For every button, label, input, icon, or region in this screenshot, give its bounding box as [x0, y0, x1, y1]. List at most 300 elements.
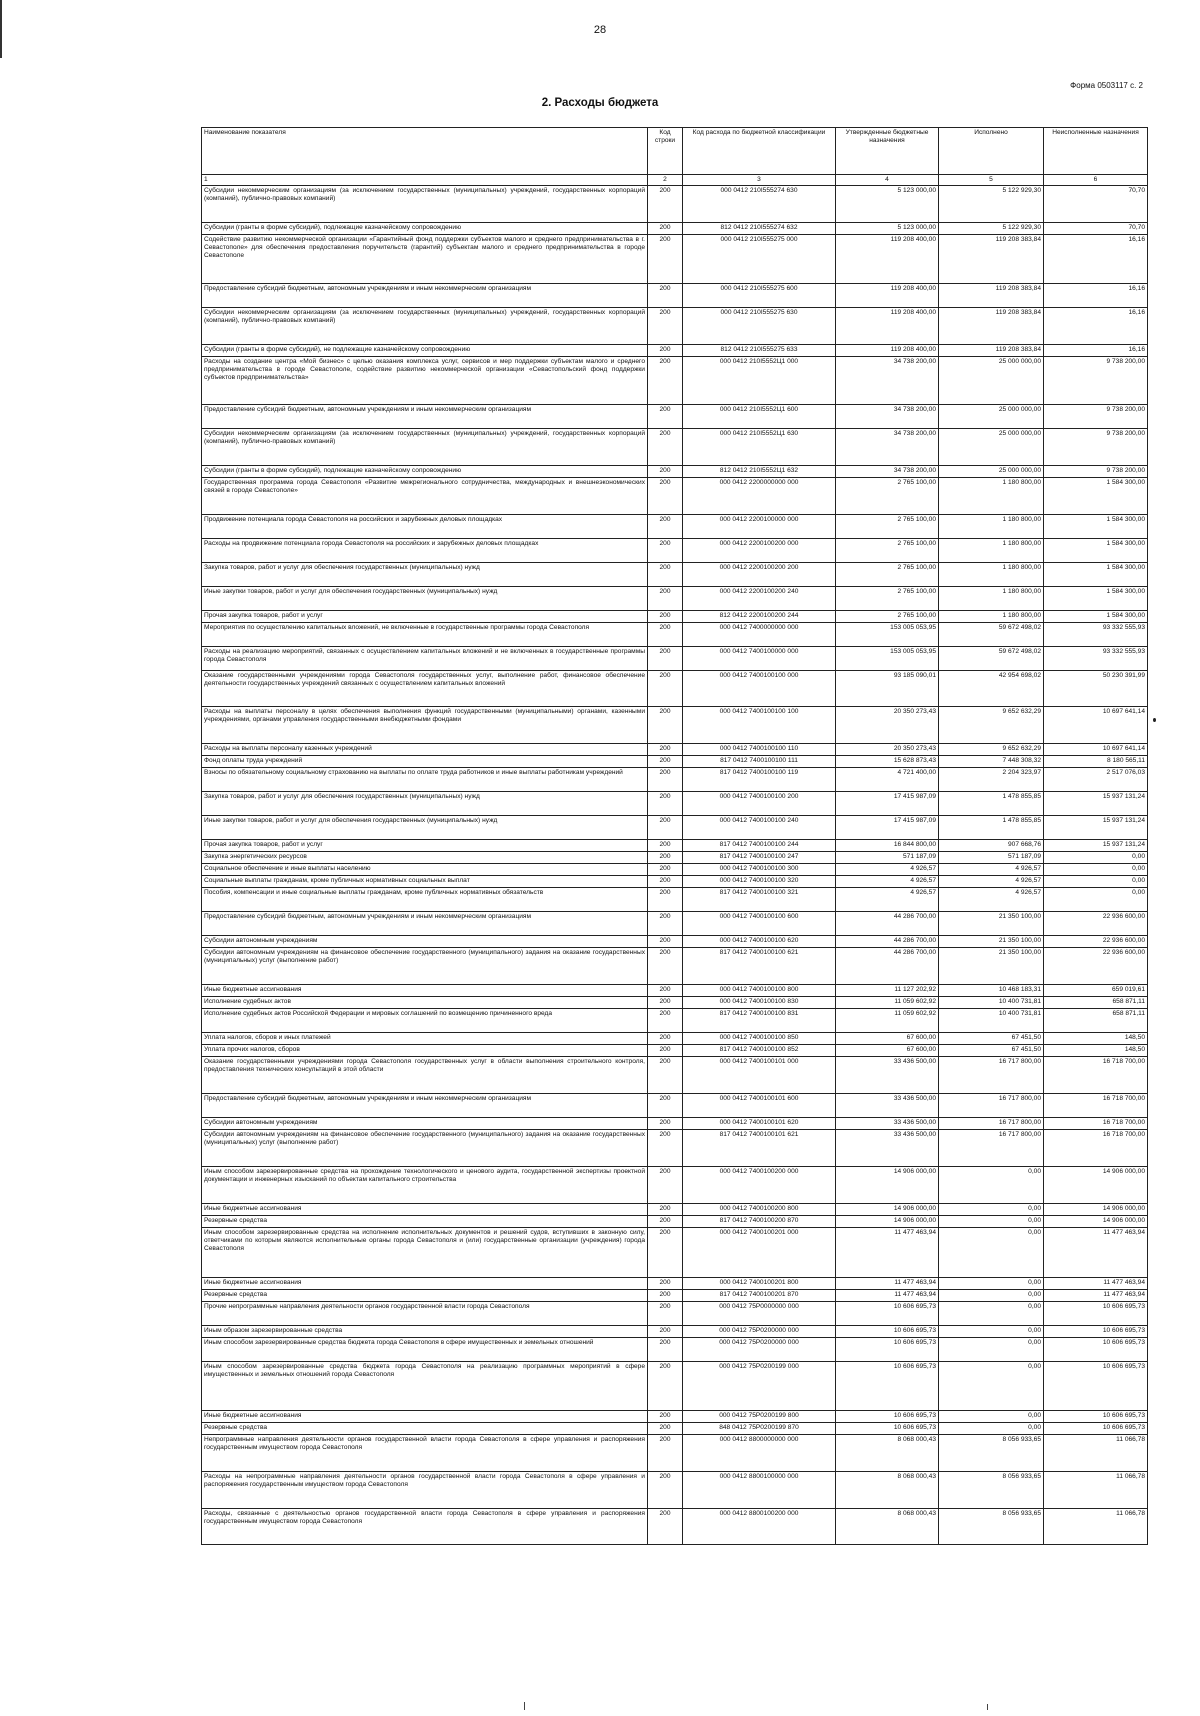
- row-remaining-amount: 16,16: [1044, 308, 1148, 345]
- row-line-code: 200: [648, 308, 683, 345]
- table-row: [202, 1290, 1148, 1302]
- row-name: Субсидии автономным учреждениям: [202, 936, 648, 948]
- row-executed-amount: 0,00: [939, 1326, 1044, 1338]
- row-line-code: 200: [648, 985, 683, 997]
- row-classification-code: 817 0412 7400100100 852: [683, 1045, 836, 1057]
- row-approved-amount: 67 600,00: [836, 1033, 939, 1045]
- table-header-row: [202, 128, 1148, 175]
- row-name: Субсидии (гранты в форме субсидий), подлежащие казначейскому сопровождению: [202, 466, 648, 478]
- row-approved-amount: 2 765 100,00: [836, 563, 939, 587]
- row-name: Предоставление субсидий бюджетным, автономным учреждениям и иным некоммерческим организациям: [202, 1094, 648, 1118]
- row-executed-amount: 8 056 933,65: [939, 1435, 1044, 1472]
- row-classification-code: 000 0412 7400100100 200: [683, 792, 836, 816]
- row-name: Предоставление субсидий бюджетным, автономным учреждениям и иным некоммерческим организациям: [202, 405, 648, 429]
- row-line-code: 200: [648, 1130, 683, 1167]
- row-executed-amount: 10 400 731,81: [939, 1009, 1044, 1033]
- row-executed-amount: 1 478 855,85: [939, 792, 1044, 816]
- row-approved-amount: 2 765 100,00: [836, 539, 939, 563]
- row-remaining-amount: 16,16: [1044, 345, 1148, 357]
- table-row: [202, 948, 1148, 985]
- row-line-code: 200: [648, 235, 683, 284]
- table-row: [202, 1278, 1148, 1290]
- row-line-code: 200: [648, 912, 683, 936]
- row-line-code: 200: [648, 587, 683, 611]
- row-approved-amount: 119 208 400,00: [836, 235, 939, 284]
- row-remaining-amount: 10 606 695,73: [1044, 1302, 1148, 1326]
- row-approved-amount: 14 906 000,00: [836, 1204, 939, 1216]
- row-approved-amount: 33 436 500,00: [836, 1094, 939, 1118]
- row-executed-amount: 119 208 383,84: [939, 284, 1044, 308]
- row-classification-code: 000 0412 210I555275 000: [683, 235, 836, 284]
- row-remaining-amount: 10 606 695,73: [1044, 1423, 1148, 1435]
- row-approved-amount: 2 765 100,00: [836, 478, 939, 515]
- row-name: Иным способом зарезервированные средства бюджета города Севастополя в сфере имущественных и земельных отношений: [202, 1338, 648, 1362]
- row-remaining-amount: 15 937 131,24: [1044, 840, 1148, 852]
- row-remaining-amount: 10 606 695,73: [1044, 1326, 1148, 1338]
- row-line-code: 200: [648, 756, 683, 768]
- column-number-row: [202, 175, 1148, 186]
- row-remaining-amount: 1 584 300,00: [1044, 539, 1148, 563]
- row-line-code: 200: [648, 563, 683, 587]
- row-executed-amount: 10 468 183,31: [939, 985, 1044, 997]
- table-row: [202, 1118, 1148, 1130]
- row-remaining-amount: 93 332 555,93: [1044, 623, 1148, 647]
- row-name: Оказание государственными учреждениями города Севастополя государственных услуг, выполнение работ, финансовое обеспечение деятельности государственных учреждений связанных с осуществлением капитальных вложений: [202, 671, 648, 707]
- row-name: Резервные средства: [202, 1216, 648, 1228]
- row-executed-amount: 16 717 800,00: [939, 1130, 1044, 1167]
- row-line-code: 200: [648, 357, 683, 405]
- row-approved-amount: 119 208 400,00: [836, 284, 939, 308]
- row-remaining-amount: 11 066,78: [1044, 1435, 1148, 1472]
- row-executed-amount: 25 000 000,00: [939, 357, 1044, 405]
- row-executed-amount: 119 208 383,84: [939, 308, 1044, 345]
- row-name: Иные бюджетные ассигнования: [202, 985, 648, 997]
- row-remaining-amount: 8 180 565,11: [1044, 756, 1148, 768]
- row-classification-code: 000 0412 7400100100 300: [683, 864, 836, 876]
- row-classification-code: 000 0412 2200100000 000: [683, 515, 836, 539]
- row-approved-amount: 15 628 873,43: [836, 756, 939, 768]
- row-approved-amount: 2 765 100,00: [836, 587, 939, 611]
- row-line-code: 200: [648, 1326, 683, 1338]
- row-executed-amount: 0,00: [939, 1228, 1044, 1278]
- row-executed-amount: 16 717 800,00: [939, 1094, 1044, 1118]
- table-row: [202, 744, 1148, 756]
- row-classification-code: 000 0412 7400100200 000: [683, 1167, 836, 1204]
- row-line-code: 200: [648, 792, 683, 816]
- row-remaining-amount: 9 738 200,00: [1044, 405, 1148, 429]
- table-row: [202, 1362, 1148, 1411]
- row-remaining-amount: 1 584 300,00: [1044, 515, 1148, 539]
- table-row: [202, 478, 1148, 515]
- table-row: [202, 357, 1148, 405]
- row-classification-code: 000 0412 210I5552Ц1 630: [683, 429, 836, 466]
- row-executed-amount: 2 204 323,97: [939, 768, 1044, 792]
- row-executed-amount: 16 717 800,00: [939, 1118, 1044, 1130]
- row-name: Мероприятия по осуществлению капитальных вложений, не включенные в государственные программы города Севастополя: [202, 623, 648, 647]
- row-name: Субсидии (гранты в форме субсидий), не подлежащие казначейскому сопровождению: [202, 345, 648, 357]
- row-executed-amount: 5 122 929,30: [939, 186, 1044, 223]
- row-approved-amount: 119 208 400,00: [836, 345, 939, 357]
- row-name: Резервные средства: [202, 1423, 648, 1435]
- row-classification-code: 812 0412 2200100200 244: [683, 611, 836, 623]
- row-executed-amount: 42 954 698,02: [939, 671, 1044, 707]
- table-row: [202, 405, 1148, 429]
- row-approved-amount: 14 906 000,00: [836, 1167, 939, 1204]
- row-classification-code: 817 0412 7400100100 119: [683, 768, 836, 792]
- row-line-code: 200: [648, 1278, 683, 1290]
- row-approved-amount: 20 350 273,43: [836, 744, 939, 756]
- table-row: [202, 1326, 1148, 1338]
- row-executed-amount: 8 056 933,65: [939, 1472, 1044, 1509]
- row-line-code: 200: [648, 623, 683, 647]
- row-name: Закупка товаров, работ и услуг для обеспечения государственных (муниципальных) нужд: [202, 563, 648, 587]
- row-name: Закупка энергетических ресурсов: [202, 852, 648, 864]
- row-executed-amount: 67 451,50: [939, 1033, 1044, 1045]
- row-approved-amount: 34 738 200,00: [836, 405, 939, 429]
- row-approved-amount: 4 926,57: [836, 876, 939, 888]
- row-line-code: 200: [648, 429, 683, 466]
- column-header-approved: Утвержденные бюджетные назначения: [836, 128, 939, 175]
- row-classification-code: 000 0412 7400100100 110: [683, 744, 836, 756]
- row-approved-amount: 11 477 463,94: [836, 1290, 939, 1302]
- table-row: [202, 888, 1148, 912]
- row-name: Субсидии (гранты в форме субсидий), подлежащие казначейскому сопровождению: [202, 223, 648, 235]
- row-remaining-amount: 16 718 700,00: [1044, 1094, 1148, 1118]
- row-name: Расходы на продвижение потенциала города Севастополя на российских и зарубежных деловых площадках: [202, 539, 648, 563]
- row-remaining-amount: 0,00: [1044, 876, 1148, 888]
- row-approved-amount: 11 127 202,92: [836, 985, 939, 997]
- table-row: [202, 515, 1148, 539]
- row-executed-amount: 0,00: [939, 1338, 1044, 1362]
- row-executed-amount: 1 180 800,00: [939, 478, 1044, 515]
- table-row: [202, 1009, 1148, 1033]
- row-name: Государственная программа города Севастополя «Развитие межрегионального сотрудничества, международных и внешнеэкономических связей в городе Севастополе»: [202, 478, 648, 515]
- table-row: [202, 623, 1148, 647]
- row-classification-code: 817 0412 7400100100 831: [683, 1009, 836, 1033]
- row-name: Иные бюджетные ассигнования: [202, 1204, 648, 1216]
- row-line-code: 200: [648, 948, 683, 985]
- row-executed-amount: 59 672 498,02: [939, 623, 1044, 647]
- row-name: Иные бюджетные ассигнования: [202, 1278, 648, 1290]
- row-approved-amount: 34 738 200,00: [836, 357, 939, 405]
- row-executed-amount: 67 451,50: [939, 1045, 1044, 1057]
- row-name: Непрограммные направления деятельности органов государственной власти города Севастополя в сфере управления и распоряжения государственным имуществом города Севастополя: [202, 1435, 648, 1472]
- row-line-code: 200: [648, 478, 683, 515]
- row-name: Взносы по обязательному социальному страхованию на выплаты по оплате труда работников и иные выплаты работникам учреждений: [202, 768, 648, 792]
- row-classification-code: 000 0412 7400100100 800: [683, 985, 836, 997]
- table-row: [202, 707, 1148, 744]
- row-executed-amount: 9 652 632,29: [939, 744, 1044, 756]
- row-approved-amount: 8 068 000,43: [836, 1472, 939, 1509]
- column-header-name: Наименование показателя: [202, 128, 648, 175]
- row-name: Прочая закупка товаров, работ и услуг: [202, 611, 648, 623]
- row-name: Иным способом зарезервированные средства на исполнение исполнительных документов и решений судов, вступивших в законную силу, ответчиками по которым являются исполнительные органы города Севастополя и (или) государственные организации (учреждения) города Севастополя: [202, 1228, 648, 1278]
- table-row: [202, 466, 1148, 478]
- column-header-remaining: Неисполненные назначения: [1044, 128, 1148, 175]
- table-row: [202, 1167, 1148, 1204]
- row-line-code: 200: [648, 864, 683, 876]
- table-row: [202, 308, 1148, 345]
- row-line-code: 200: [648, 744, 683, 756]
- table-row: [202, 1411, 1148, 1423]
- row-line-code: 200: [648, 1228, 683, 1278]
- row-line-code: 200: [648, 1216, 683, 1228]
- row-approved-amount: 4 721 400,00: [836, 768, 939, 792]
- row-remaining-amount: 658 871,11: [1044, 997, 1148, 1009]
- row-line-code: 200: [648, 852, 683, 864]
- row-line-code: 200: [648, 1118, 683, 1130]
- row-approved-amount: 34 738 200,00: [836, 429, 939, 466]
- row-remaining-amount: 658 871,11: [1044, 1009, 1148, 1033]
- row-classification-code: 812 0412 210I555274 632: [683, 223, 836, 235]
- row-line-code: 200: [648, 840, 683, 852]
- row-remaining-amount: 9 738 200,00: [1044, 357, 1148, 405]
- row-classification-code: 000 0412 7400100100 850: [683, 1033, 836, 1045]
- row-executed-amount: 1 180 800,00: [939, 563, 1044, 587]
- row-executed-amount: 25 000 000,00: [939, 405, 1044, 429]
- row-classification-code: 000 0412 7400100101 600: [683, 1094, 836, 1118]
- budget-expenses-table: [201, 127, 1148, 1545]
- row-executed-amount: 1 180 800,00: [939, 611, 1044, 623]
- row-line-code: 200: [648, 466, 683, 478]
- row-name: Продвижение потенциала города Севастополя на российских и зарубежных деловых площадках: [202, 515, 648, 539]
- row-remaining-amount: 50 230 391,99: [1044, 671, 1148, 707]
- table-row: [202, 912, 1148, 936]
- column-number: 3: [683, 175, 836, 186]
- row-classification-code: 000 0412 75P0000000 000: [683, 1302, 836, 1326]
- table-row: [202, 936, 1148, 948]
- row-executed-amount: 119 208 383,84: [939, 345, 1044, 357]
- table-row: [202, 563, 1148, 587]
- row-classification-code: 000 0412 2200100200 000: [683, 539, 836, 563]
- row-approved-amount: 20 350 273,43: [836, 707, 939, 744]
- row-name: Фонд оплаты труда учреждений: [202, 756, 648, 768]
- row-name: Субсидии автономным учреждениям на финансовое обеспечение государственного (муниципального) задания на оказание государственных (муниципальных) услуг (выполнение работ): [202, 1130, 648, 1167]
- row-approved-amount: 2 765 100,00: [836, 515, 939, 539]
- row-classification-code: 817 0412 7400100100 111: [683, 756, 836, 768]
- row-classification-code: 000 0412 75P0200199 000: [683, 1362, 836, 1411]
- table-row: [202, 284, 1148, 308]
- row-classification-code: 000 0412 7400100100 830: [683, 997, 836, 1009]
- table-row: [202, 1423, 1148, 1435]
- row-classification-code: 000 0412 210I555275 600: [683, 284, 836, 308]
- row-classification-code: 817 0412 7400100100 621: [683, 948, 836, 985]
- row-remaining-amount: 14 906 000,00: [1044, 1204, 1148, 1216]
- row-executed-amount: 16 717 800,00: [939, 1057, 1044, 1094]
- row-approved-amount: 17 415 987,09: [836, 816, 939, 840]
- row-line-code: 200: [648, 888, 683, 912]
- row-executed-amount: 0,00: [939, 1302, 1044, 1326]
- row-line-code: 200: [648, 816, 683, 840]
- row-remaining-amount: 0,00: [1044, 852, 1148, 864]
- row-line-code: 200: [648, 1167, 683, 1204]
- row-executed-amount: 0,00: [939, 1216, 1044, 1228]
- row-classification-code: 000 0412 7400100100 000: [683, 671, 836, 707]
- row-name: Иным способом зарезервированные средства на прохождение технологического и ценового аудита, государственной экспертизы проектной документации и инженерных изысканий по объектам капитального строительства: [202, 1167, 648, 1204]
- row-name: Иным способом зарезервированные средства бюджета города Севастополя на реализацию программных мероприятий в сфере имущественных и земельных отношений города Севастополя: [202, 1362, 648, 1411]
- row-remaining-amount: 1 584 300,00: [1044, 563, 1148, 587]
- column-header-executed: Исполнено: [939, 128, 1044, 175]
- row-classification-code: 848 0412 75P0200199 870: [683, 1423, 836, 1435]
- row-line-code: 200: [648, 1204, 683, 1216]
- row-name: Уплата налогов, сборов и иных платежей: [202, 1033, 648, 1045]
- row-line-code: 200: [648, 186, 683, 223]
- row-line-code: 200: [648, 876, 683, 888]
- table-row: [202, 1204, 1148, 1216]
- table-row: [202, 611, 1148, 623]
- table-row: [202, 1228, 1148, 1278]
- form-label: Форма 0503117 с. 2: [1070, 81, 1143, 90]
- row-line-code: 200: [648, 1509, 683, 1545]
- row-classification-code: 000 0412 7400100101 620: [683, 1118, 836, 1130]
- table-row: [202, 1509, 1148, 1545]
- row-approved-amount: 153 005 053,95: [836, 647, 939, 671]
- row-line-code: 200: [648, 1009, 683, 1033]
- row-remaining-amount: 10 606 695,73: [1044, 1338, 1148, 1362]
- row-classification-code: 000 0412 210I5552Ц1 600: [683, 405, 836, 429]
- row-classification-code: 812 0412 210I5552Ц1 632: [683, 466, 836, 478]
- row-executed-amount: 10 400 731,81: [939, 997, 1044, 1009]
- row-remaining-amount: 11 477 463,94: [1044, 1228, 1148, 1278]
- table-row: [202, 985, 1148, 997]
- row-classification-code: 000 0412 75P0200000 000: [683, 1326, 836, 1338]
- row-classification-code: 000 0412 210I5552Ц1 000: [683, 357, 836, 405]
- row-remaining-amount: 10 606 695,73: [1044, 1411, 1148, 1423]
- table-row: [202, 1045, 1148, 1057]
- row-classification-code: 817 0412 7400100101 621: [683, 1130, 836, 1167]
- row-executed-amount: 0,00: [939, 1423, 1044, 1435]
- row-approved-amount: 8 068 000,43: [836, 1509, 939, 1545]
- row-remaining-amount: 11 477 463,94: [1044, 1278, 1148, 1290]
- table-row: [202, 840, 1148, 852]
- row-remaining-amount: 10 697 641,14: [1044, 707, 1148, 744]
- row-remaining-amount: 16,16: [1044, 235, 1148, 284]
- row-classification-code: 000 0412 7400100100 600: [683, 912, 836, 936]
- row-approved-amount: 44 286 700,00: [836, 912, 939, 936]
- row-remaining-amount: 148,50: [1044, 1033, 1148, 1045]
- table-row: [202, 587, 1148, 611]
- row-approved-amount: 14 906 000,00: [836, 1216, 939, 1228]
- table-row: [202, 1094, 1148, 1118]
- column-header-classification-code: Код расхода по бюджетной классификации: [683, 128, 836, 175]
- row-approved-amount: 44 286 700,00: [836, 936, 939, 948]
- row-approved-amount: 4 926,57: [836, 888, 939, 912]
- row-remaining-amount: 10 697 641,14: [1044, 744, 1148, 756]
- row-line-code: 200: [648, 1094, 683, 1118]
- row-remaining-amount: 70,70: [1044, 223, 1148, 235]
- row-name: Исполнение судебных актов Российской Федерации и мировых соглашений по возмещению причиненного вреда: [202, 1009, 648, 1033]
- row-approved-amount: 11 477 463,94: [836, 1228, 939, 1278]
- row-approved-amount: 10 606 695,73: [836, 1302, 939, 1326]
- column-number: 6: [1044, 175, 1148, 186]
- row-executed-amount: 0,00: [939, 1278, 1044, 1290]
- row-line-code: 200: [648, 611, 683, 623]
- row-approved-amount: 34 738 200,00: [836, 466, 939, 478]
- row-name: Расходы на реализацию мероприятий, связанных с осуществлением капитальных вложений и не включенных в государственные программы города Севастополя: [202, 647, 648, 671]
- row-executed-amount: 4 926,57: [939, 876, 1044, 888]
- row-line-code: 200: [648, 405, 683, 429]
- row-executed-amount: 5 122 929,30: [939, 223, 1044, 235]
- row-classification-code: 000 0412 2200100200 240: [683, 587, 836, 611]
- row-remaining-amount: 11 477 463,94: [1044, 1290, 1148, 1302]
- column-number: 1: [202, 175, 648, 186]
- row-remaining-amount: 10 606 695,73: [1044, 1362, 1148, 1411]
- row-classification-code: 000 0412 7400100100 100: [683, 707, 836, 744]
- row-remaining-amount: 9 738 200,00: [1044, 429, 1148, 466]
- table-row: [202, 852, 1148, 864]
- row-classification-code: 817 0412 7400100100 321: [683, 888, 836, 912]
- row-classification-code: 817 0412 7400100100 244: [683, 840, 836, 852]
- table-row: [202, 997, 1148, 1009]
- row-executed-amount: 0,00: [939, 1411, 1044, 1423]
- scan-dot: [1153, 718, 1156, 722]
- row-name: Расходы на выплаты персоналу казенных учреждений: [202, 744, 648, 756]
- table-row: [202, 539, 1148, 563]
- row-approved-amount: 67 600,00: [836, 1045, 939, 1057]
- table-row: [202, 1216, 1148, 1228]
- row-executed-amount: 1 180 800,00: [939, 539, 1044, 563]
- row-name: Субсидии некоммерческим организациям (за исключением государственных (муниципальных) учреждений, государственных корпораций (компаний), публично-правовых компаний): [202, 308, 648, 345]
- table-row: [202, 671, 1148, 707]
- row-line-code: 200: [648, 1362, 683, 1411]
- scan-tick: [524, 1702, 525, 1710]
- row-remaining-amount: 22 936 600,00: [1044, 948, 1148, 985]
- table-row: [202, 345, 1148, 357]
- row-classification-code: 000 0412 8800100200 000: [683, 1509, 836, 1545]
- row-name: Расходы на непрограммные направления деятельности органов государственной власти города Севастополя в сфере управления и распоряжения государственным имуществом города Севастополя: [202, 1472, 648, 1509]
- row-remaining-amount: 16 718 700,00: [1044, 1118, 1148, 1130]
- row-executed-amount: 0,00: [939, 1204, 1044, 1216]
- row-line-code: 200: [648, 223, 683, 235]
- row-executed-amount: 7 448 308,32: [939, 756, 1044, 768]
- row-line-code: 200: [648, 1057, 683, 1094]
- row-classification-code: 000 0412 7400100100 320: [683, 876, 836, 888]
- row-name: Предоставление субсидий бюджетным, автономным учреждениям и иным некоммерческим организациям: [202, 912, 648, 936]
- row-classification-code: 000 0412 2200100200 200: [683, 563, 836, 587]
- row-remaining-amount: 0,00: [1044, 888, 1148, 912]
- row-name: Иные закупки товаров, работ и услуг для обеспечения государственных (муниципальных) нужд: [202, 587, 648, 611]
- row-remaining-amount: 16 718 700,00: [1044, 1057, 1148, 1094]
- row-executed-amount: 0,00: [939, 1290, 1044, 1302]
- row-name: Закупка товаров, работ и услуг для обеспечения государственных (муниципальных) нужд: [202, 792, 648, 816]
- row-approved-amount: 33 436 500,00: [836, 1118, 939, 1130]
- row-executed-amount: 4 926,57: [939, 888, 1044, 912]
- row-executed-amount: 21 350 100,00: [939, 912, 1044, 936]
- row-remaining-amount: 15 937 131,24: [1044, 792, 1148, 816]
- row-classification-code: 000 0412 210I555274 630: [683, 186, 836, 223]
- row-approved-amount: 10 606 695,73: [836, 1362, 939, 1411]
- row-classification-code: 817 0412 7400100100 247: [683, 852, 836, 864]
- row-remaining-amount: 15 937 131,24: [1044, 816, 1148, 840]
- row-executed-amount: 1 478 855,85: [939, 816, 1044, 840]
- row-approved-amount: 33 436 500,00: [836, 1130, 939, 1167]
- row-classification-code: 000 0412 7400100100 240: [683, 816, 836, 840]
- row-approved-amount: 11 059 602,92: [836, 997, 939, 1009]
- row-classification-code: 817 0412 7400100201 870: [683, 1290, 836, 1302]
- row-remaining-amount: 14 906 000,00: [1044, 1167, 1148, 1204]
- row-line-code: 200: [648, 515, 683, 539]
- row-executed-amount: 0,00: [939, 1362, 1044, 1411]
- table-row: [202, 1435, 1148, 1472]
- table-row: [202, 816, 1148, 840]
- row-remaining-amount: 1 584 300,00: [1044, 478, 1148, 515]
- row-classification-code: 000 0412 7400100101 000: [683, 1057, 836, 1094]
- row-approved-amount: 8 068 000,43: [836, 1435, 939, 1472]
- row-remaining-amount: 1 584 300,00: [1044, 611, 1148, 623]
- table-row: [202, 1338, 1148, 1362]
- row-name: Прочая закупка товаров, работ и услуг: [202, 840, 648, 852]
- row-classification-code: 817 0412 7400100200 870: [683, 1216, 836, 1228]
